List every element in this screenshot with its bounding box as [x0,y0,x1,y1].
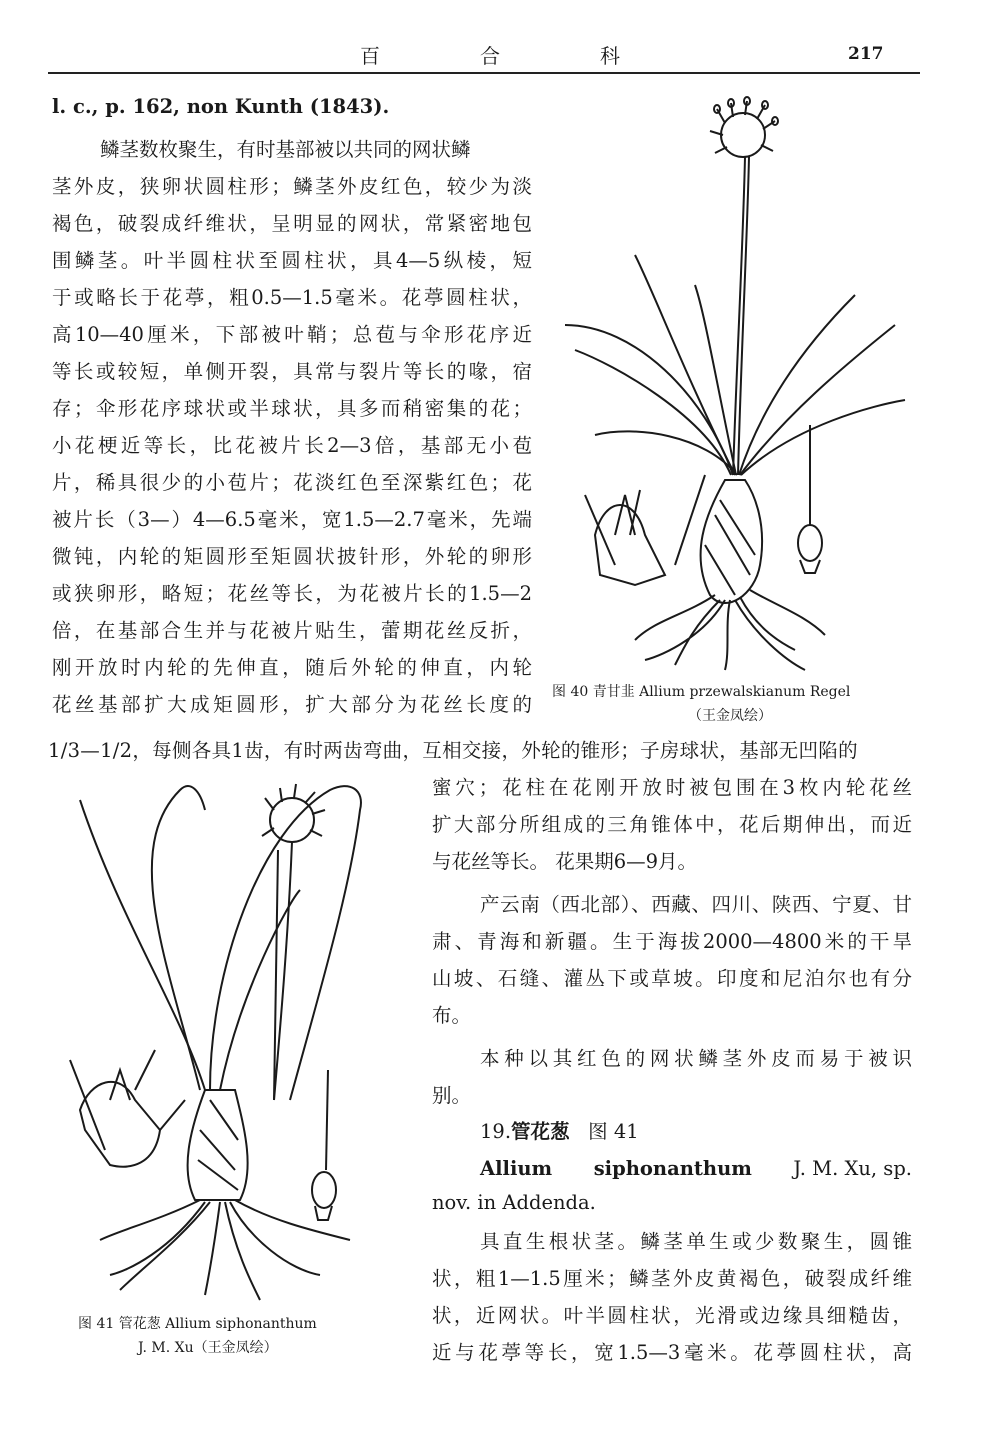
description-line: 状，近网状。叶半圆柱状，光滑或边缘具细糙齿， [432,1304,912,1327]
distribution-line: 产云南（西北部）、西藏、四川、陕西、宁夏、甘 [480,893,912,916]
text-line: 倍，在基部合生并与花被片贴生，蕾期花丝反折， [52,619,532,642]
species-number: 19. [480,1120,512,1143]
header-char-3: 科 [600,44,620,68]
header-char-1: 百 [360,44,380,68]
text-line: 与花丝等长。 花果期6—9月。 [432,850,698,873]
header-rule [48,72,920,74]
text-line: 等长或较短，单侧开裂，具常与裂片等长的喙，宿 [52,360,532,383]
identification-line: 别。 [432,1084,472,1107]
text-line: 鳞茎数枚聚生，有时基部被以共同的网状鳞 [100,138,471,161]
text-line: 高10—40厘米，下部被叶鞘；总苞与伞形花序近 [52,323,532,346]
description-line: 状，粗1—1.5厘米；鳞茎外皮黄褐色，破裂成纤维 [432,1267,912,1290]
text-line: 花丝基部扩大成矩圆形，扩大部分为花丝长度的 [52,693,532,716]
text-line: 蜜穴；花柱在花刚开放时被包围在3枚内轮花丝 [432,776,912,799]
species-heading [480,1119,639,1145]
text-line: 于或略长于花葶，粗0.5—1.5毫米。花葶圆柱状， [52,286,532,309]
header-char-2: 合 [480,44,500,68]
text-line: 微钝，内轮的矩圆形至矩圆状披针形，外轮的卵形 [52,545,532,568]
text-line: 扩大部分所组成的三角锥体中，花后期伸出，而近 [432,813,912,836]
figure-40-illustration [555,95,915,675]
description-line: 具直生根状茎。鳞茎单生或少数聚生，圆锥 [480,1230,912,1253]
text-line-full: 1/3—1/2，每侧各具1齿，有时两齿弯曲，互相交接，外轮的锥形；子房球状，基部无凹陷的 [48,739,858,762]
latin-name-line-2: nov. in Addenda. [432,1191,596,1214]
figure-41-credit: J. M. Xu（王金凤绘） [138,1340,278,1356]
running-header-title [360,40,620,69]
text-line: 褐色，破裂成纤维状，呈明显的网状，常紧密地包 [52,212,532,235]
figure-40-credit: （王金凤绘） [688,708,772,724]
distribution-line: 肃、青海和新疆。生于海拔2000—4800米的干旱 [432,930,912,953]
latin-author: J. M. Xu, sp. [793,1157,912,1180]
text-line: 片，稀具很少的小苞片；花淡红色至深紫红色；花 [52,471,532,494]
figure-41-caption: 图 41 管花葱 Allium siphonanthum [78,1316,317,1332]
text-line: 围鳞茎。叶半圆柱状至圆柱状，具4—5纵棱，短 [52,249,532,272]
text-line: 被片长（3—）4—6.5毫米，宽1.5—2.7毫米，先端 [52,508,532,531]
latin-genus: Allium [480,1157,553,1180]
description-line: 近与花葶等长，宽1.5—3毫米。花葶圆柱状，高 [432,1341,912,1364]
latin-epithet: siphonanthum [593,1157,752,1180]
text-line: 茎外皮，狭卵状圆柱形；鳞茎外皮红色，较少为淡 [52,175,532,198]
text-line: 刚开放时内轮的先伸直，随后外轮的伸直，内轮 [52,656,532,679]
species-figure-ref: 图 41 [588,1120,639,1143]
distribution-line: 山坡、石缝、灌丛下或草坡。印度和尼泊尔也有分 [432,967,912,990]
figure-40-caption: 图 40 青甘韭 Allium przewalskianum Regel [552,684,851,700]
figure-41-illustration [60,770,420,1310]
distribution-line: 布。 [432,1004,472,1027]
text-line: 存；伞形花序球状或半球状，具多而稍密集的花； [52,397,532,420]
latin-name-line [480,1156,912,1182]
page-number: 217 [848,44,884,64]
text-line: 小花梗近等长，比花被片长2—3倍，基部无小苞 [52,434,532,457]
text-line: 或狭卵形，略短；花丝等长，为花被片长的1.5—2 [52,582,532,605]
species-name: 管花葱 [511,1120,570,1143]
identification-line: 本种以其红色的网状鳞茎外皮而易于被识 [480,1047,912,1070]
reference-line: l. c., p. 162, non Kunth (1843). [52,95,390,118]
